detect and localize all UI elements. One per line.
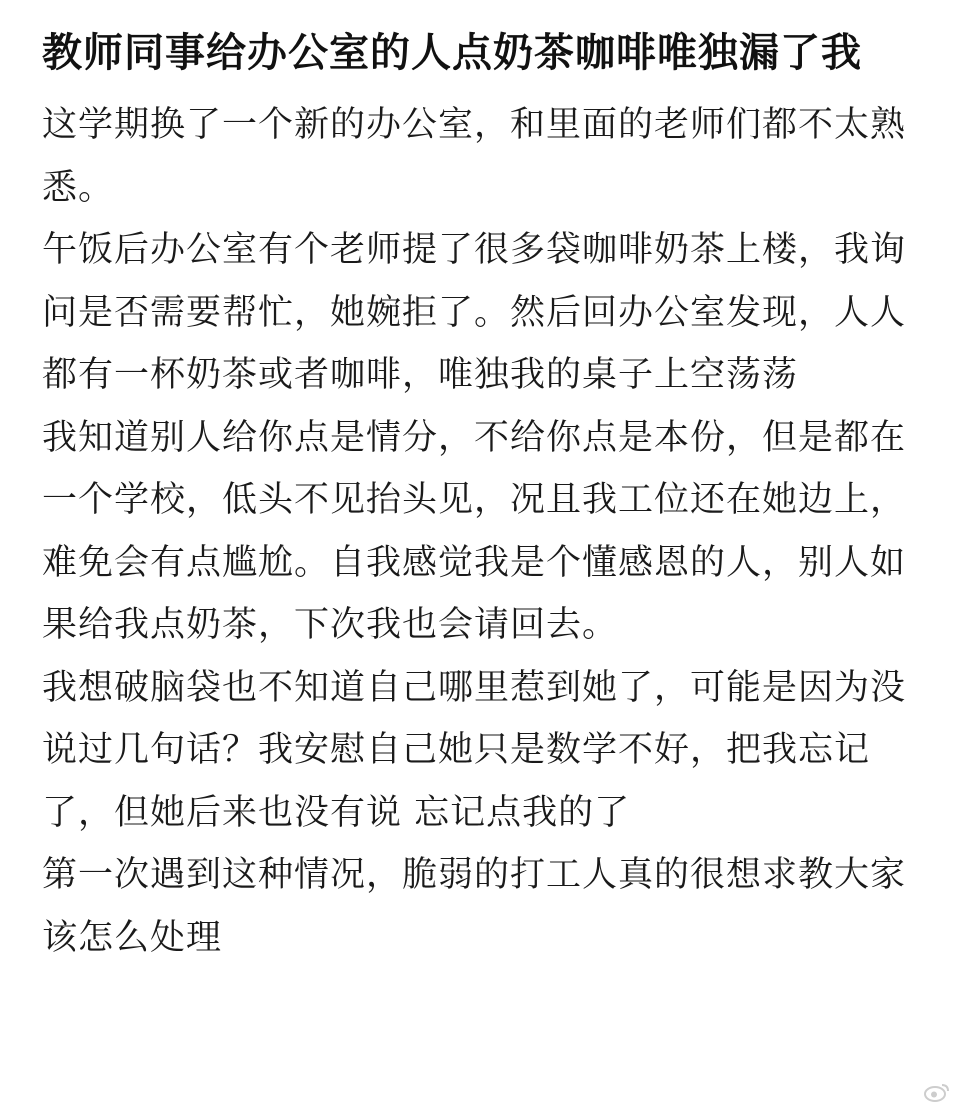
watermark	[924, 1082, 950, 1102]
post-paragraph-5: 第一次遇到这种情况，脆弱的打工人真的很想求教大家该怎么处理	[42, 855, 907, 958]
weibo-icon	[924, 1082, 950, 1102]
post-paragraph-1: 这学期换了一个新的办公室，和里面的老师们都不太熟悉。	[42, 105, 907, 208]
post-paragraph-4: 我想破脑袋也不知道自己哪里惹到她了，可能是因为没说过几句话？我安慰自己她只是数学不好，把我忘记了，但她后来也没有说 忘记点我的了	[42, 667, 907, 833]
post-title: 教师同事给办公室的人点奶茶咖啡唯独漏了我	[42, 30, 862, 76]
post-paragraph-3: 我知道别人给你点是情分，不给你点是本份，但是都在一个学校，低头不见抬头见，况且我工位还在她边上，难免会有点尴尬。自我感觉我是个懂感恩的人，别人如果给我点奶茶，下次我也会请回去。	[42, 417, 907, 645]
post-container	[42, 22, 922, 969]
post-paragraph-2: 午饭后办公室有个老师提了很多袋咖啡奶茶上楼，我询问是否需要帮忙，她婉拒了。然后回办公室发现，人人都有一杯奶茶或者咖啡，唯独我的桌子上空荡荡	[42, 230, 907, 395]
